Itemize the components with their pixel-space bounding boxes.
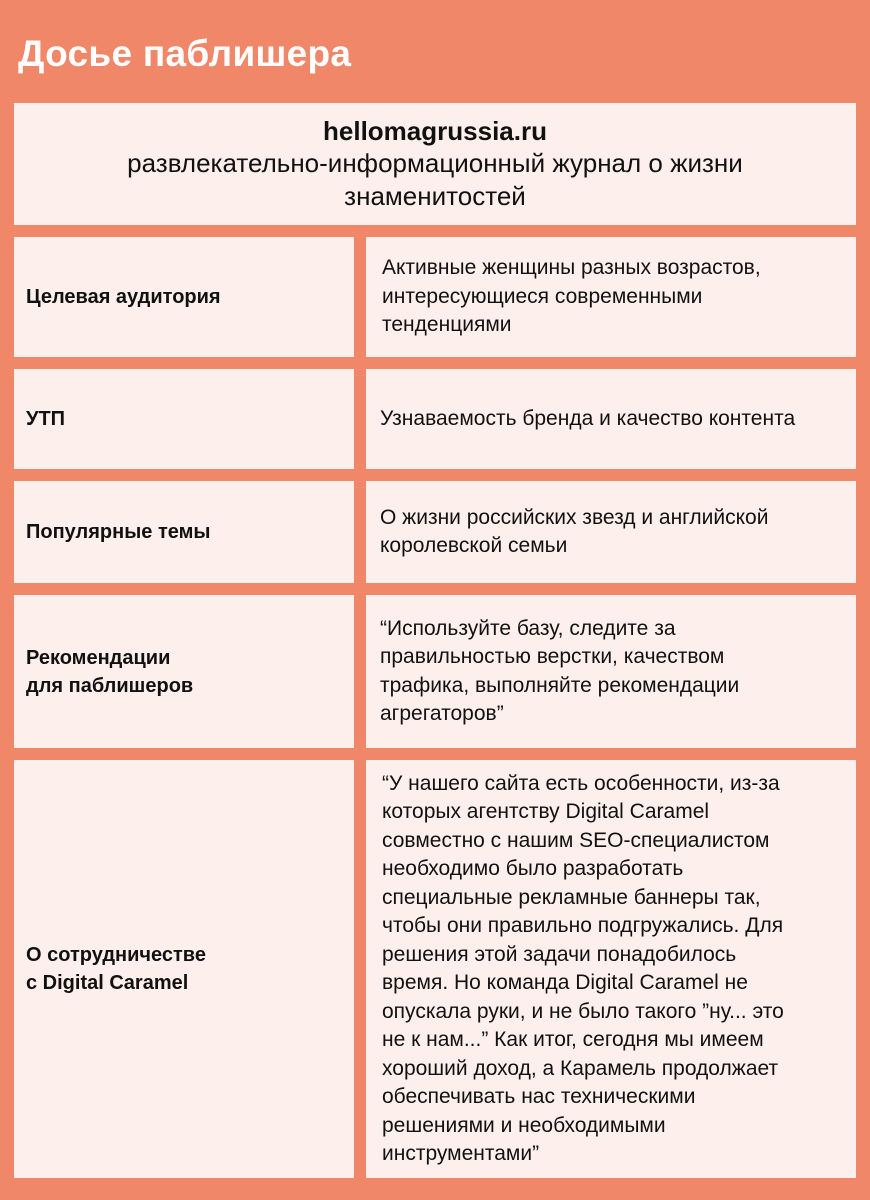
row-label-cell-target-audience (14, 237, 354, 357)
row-value: Активные женщины разных возрастов, интересующиеся современными тенденциями (382, 256, 761, 337)
row-label: Целевая аудитория (26, 286, 221, 308)
page-title: Досье паблишера (18, 33, 352, 74)
row-label: Рекомендации для паблишеров (26, 646, 194, 697)
row-label-cell-cooperation (14, 760, 354, 1178)
row-value-cell-popular-topics (366, 481, 856, 583)
publisher-description: развлекательно-информационный журнал о жизни знаменитостей (127, 148, 743, 211)
publisher-header-card (14, 103, 856, 225)
row-value: “У нашего сайта есть особенности, из-за которых агентству Digital Caramel совместно с нашим SEO-специалистом необходимо было разработать специальные рекламные баннеры так, чтобы они правильно подгружались. Для решения этой задачи понадобилось время. Но команда Digital Caramel не опускала руки, и не было такого ”ну... это не к нам...” Как итог, сегодня мы имеем хороший доход, а Карамель продолжает обеспечивать нас техническими решениями и необходимыми инструментами” (382, 771, 784, 1165)
row-value-cell-recommendations (366, 595, 856, 748)
row-label-cell-recommendations (14, 595, 354, 748)
row-value: Узнаваемость бренда и качество контента (380, 406, 796, 430)
publisher-site-name: hellomagrussia.ru (323, 116, 547, 146)
row-value-cell-usp (366, 369, 856, 469)
row-label: О сотрудничестве с Digital Caramel (26, 944, 206, 994)
row-value: “Используйте базу, следите за правильностью верстки, качеством трафика, выполняйте рекомендации агрегаторов” (380, 616, 740, 725)
row-value-cell-cooperation (366, 760, 856, 1178)
row-label: Популярные темы (26, 521, 211, 543)
row-label-cell-usp (14, 369, 354, 469)
row-value: О жизни российских звезд и английской королевской семьи (380, 505, 769, 557)
row-value-cell-target-audience (366, 237, 856, 357)
row-label: УТП (26, 408, 66, 430)
row-label-cell-popular-topics (14, 481, 354, 583)
